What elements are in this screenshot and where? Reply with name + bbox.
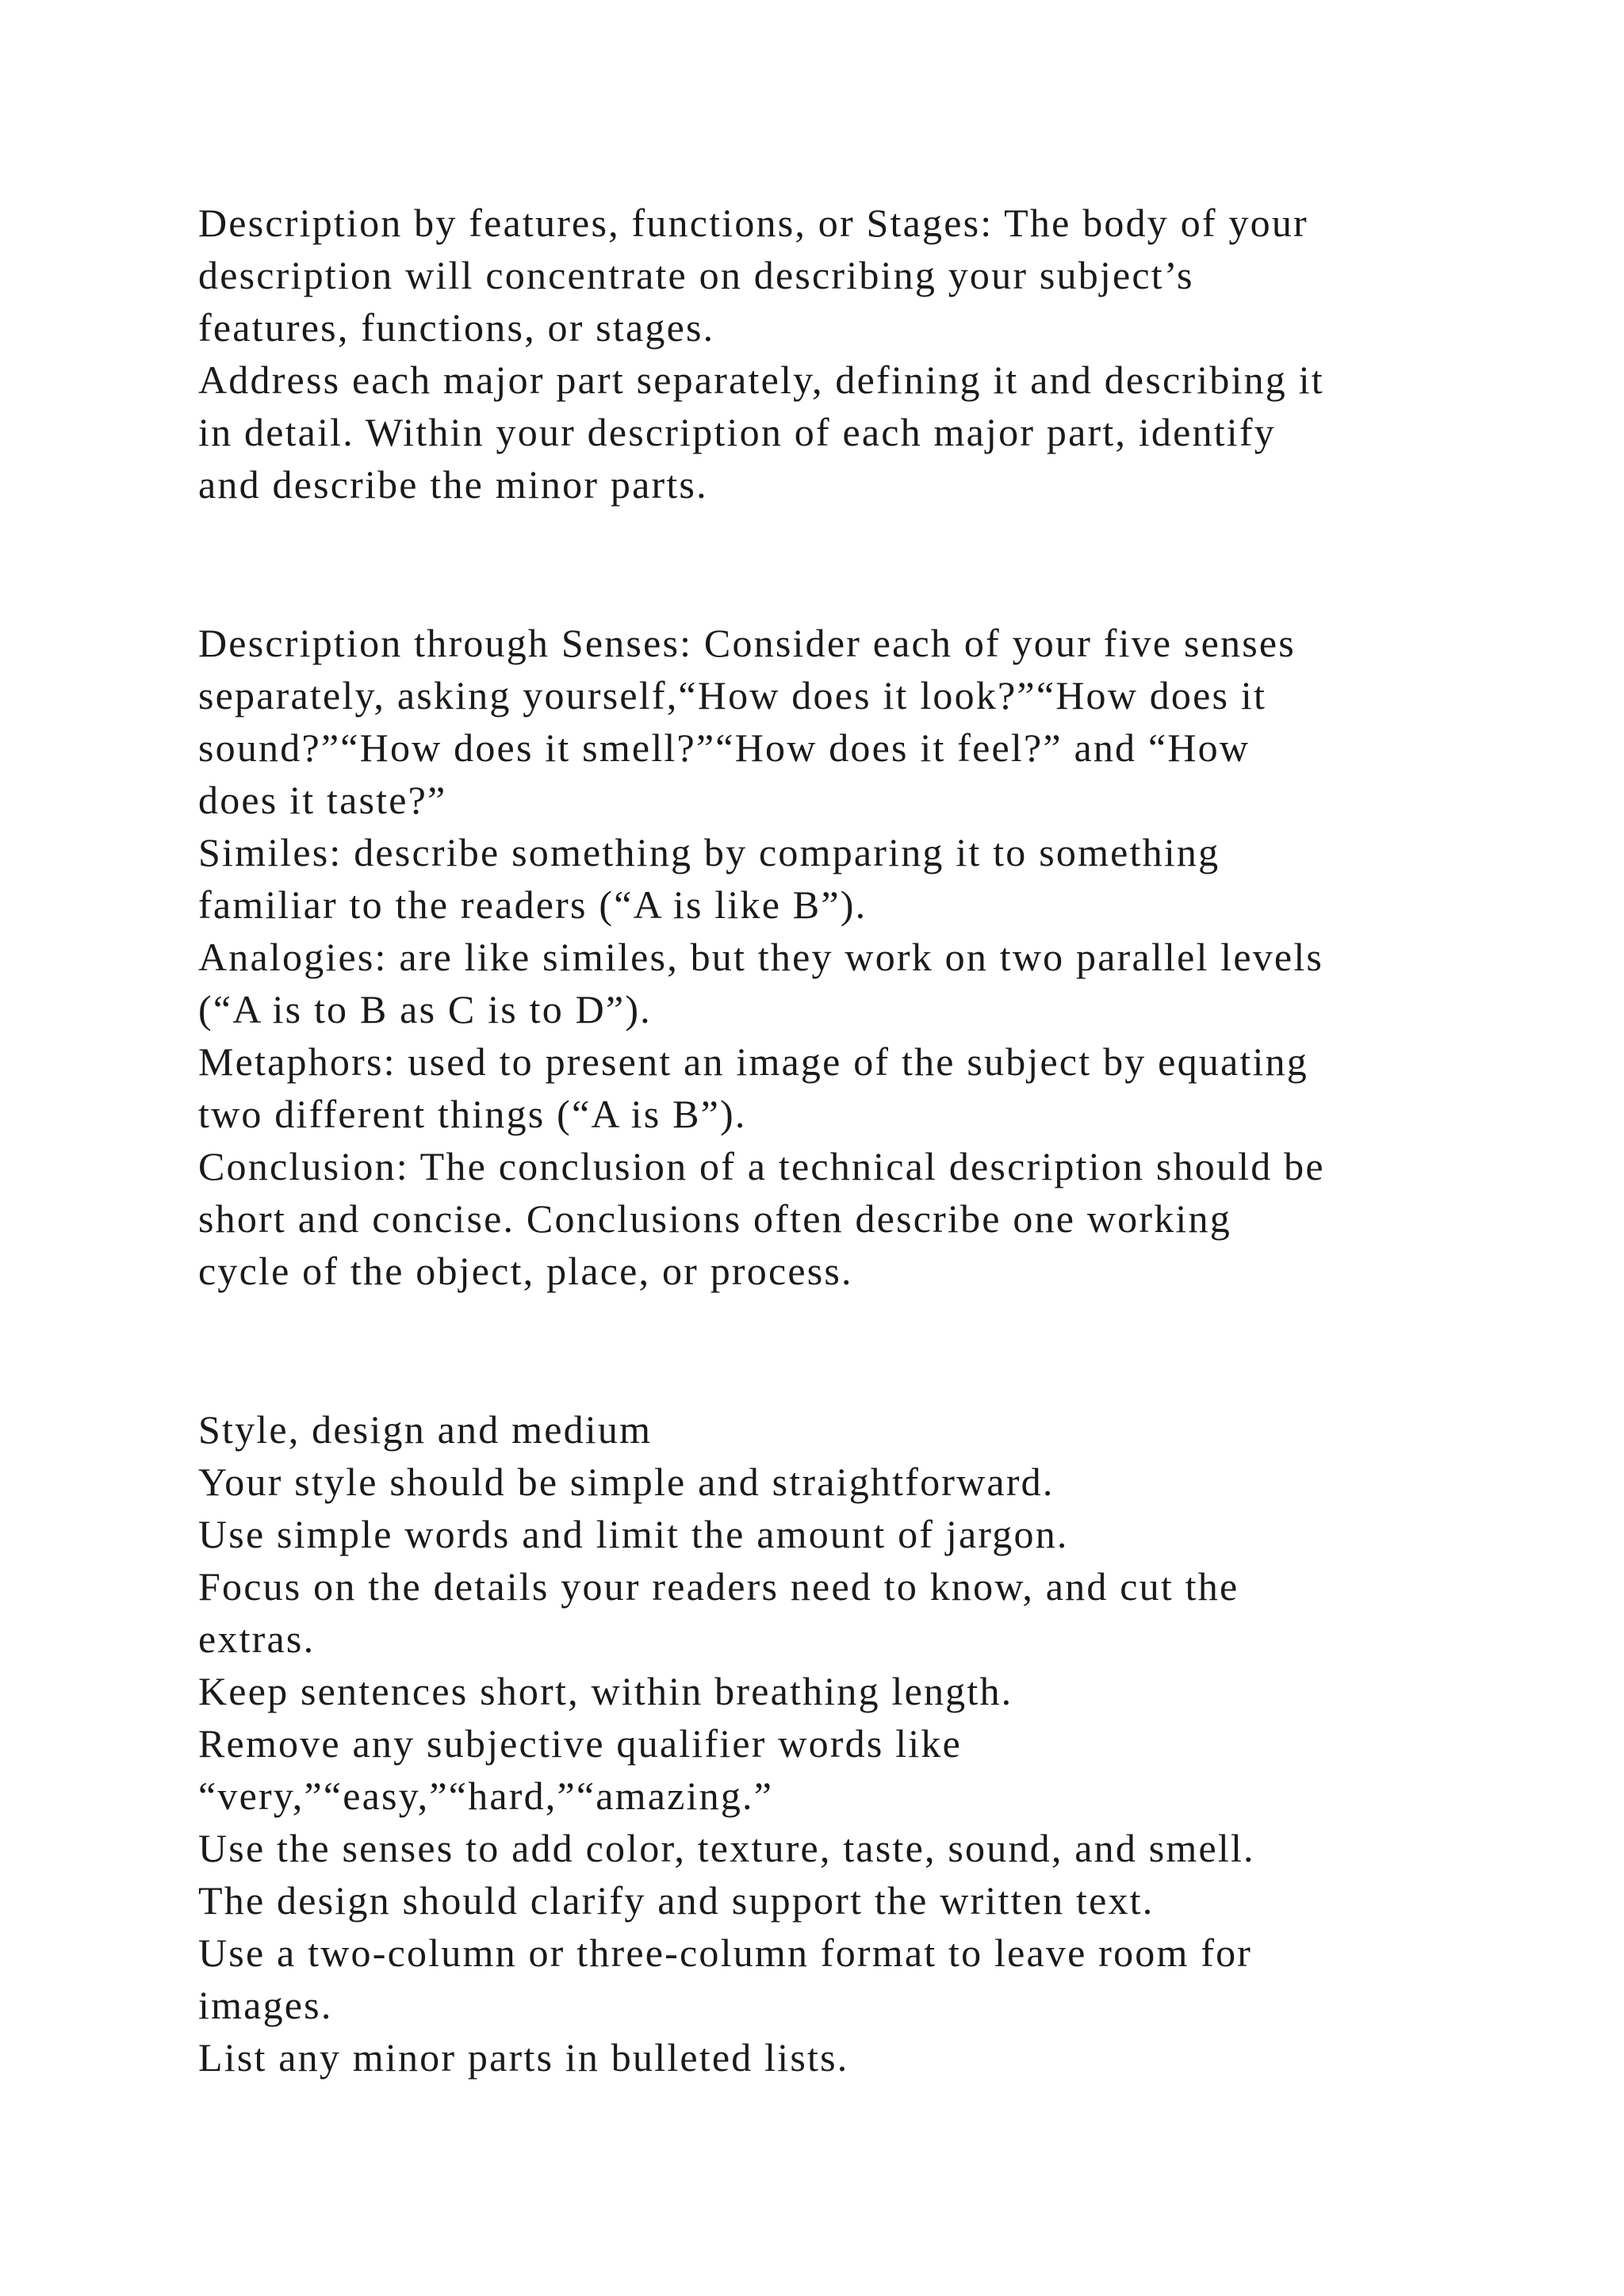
- text-line: Description by features, functions, or Stages: The body of your: [198, 201, 1308, 245]
- text-line: Address each major part separately, defining it and describing it: [198, 358, 1324, 402]
- text-line: The design should clarify and support the written text.: [198, 1878, 1155, 1923]
- text-line: in detail. Within your description of each major part, identify: [198, 410, 1276, 454]
- text-line: “very,”“easy,”“hard,”“amazing.”: [198, 1774, 774, 1818]
- text-line: Similes: describe something by comparing it to something: [198, 830, 1220, 874]
- text-line: (“A is to B as C is to D”).: [198, 987, 652, 1031]
- text-line: and describe the minor parts.: [198, 462, 708, 507]
- text-line: short and concise. Conclusions often describe one working: [198, 1196, 1231, 1241]
- text-line: Analogies: are like similes, but they work on two parallel levels: [198, 935, 1324, 979]
- text-line: Use a two-column or three-column format to leave room for: [198, 1931, 1253, 1975]
- text-line: two different things (“A is B”).: [198, 1092, 747, 1136]
- text-line: Remove any subjective qualifier words like: [198, 1721, 962, 1766]
- text-line: sound?”“How does it smell?”“How does it feel?” and “How: [198, 725, 1251, 770]
- text-line: separately, asking yourself,“How does it look?”“How does it: [198, 673, 1267, 718]
- text-line: does it taste?”: [198, 778, 447, 822]
- text-line: familiar to the readers (“A is like B”).: [198, 882, 868, 927]
- text-line: description will concentrate on describing your subject’s: [198, 253, 1194, 297]
- text-line: Focus on the details your readers need to know, and cut the: [198, 1564, 1239, 1609]
- text-line: features, functions, or stages.: [198, 305, 715, 350]
- text-line: Description through Senses: Consider each of your five senses: [198, 621, 1296, 665]
- text-line: Conclusion: The conclusion of a technical description should be: [198, 1144, 1325, 1188]
- text-line: cycle of the object, place, or process.: [198, 1249, 853, 1293]
- section-heading: Style, design and medium: [198, 1407, 653, 1452]
- text-line: List any minor parts in bulleted lists.: [198, 2035, 849, 2080]
- text-line: images.: [198, 1983, 333, 2027]
- text-line: Use the senses to add color, texture, taste, sound, and smell.: [198, 1826, 1255, 1870]
- text-line: Use simple words and limit the amount of jargon.: [198, 1512, 1069, 1556]
- text-line: Metaphors: used to present an image of the subject by equating: [198, 1039, 1308, 1084]
- text-line: Your style should be simple and straightforward.: [198, 1460, 1055, 1504]
- text-line: extras.: [198, 1617, 316, 1661]
- text-line: Keep sentences short, within breathing length.: [198, 1669, 1013, 1713]
